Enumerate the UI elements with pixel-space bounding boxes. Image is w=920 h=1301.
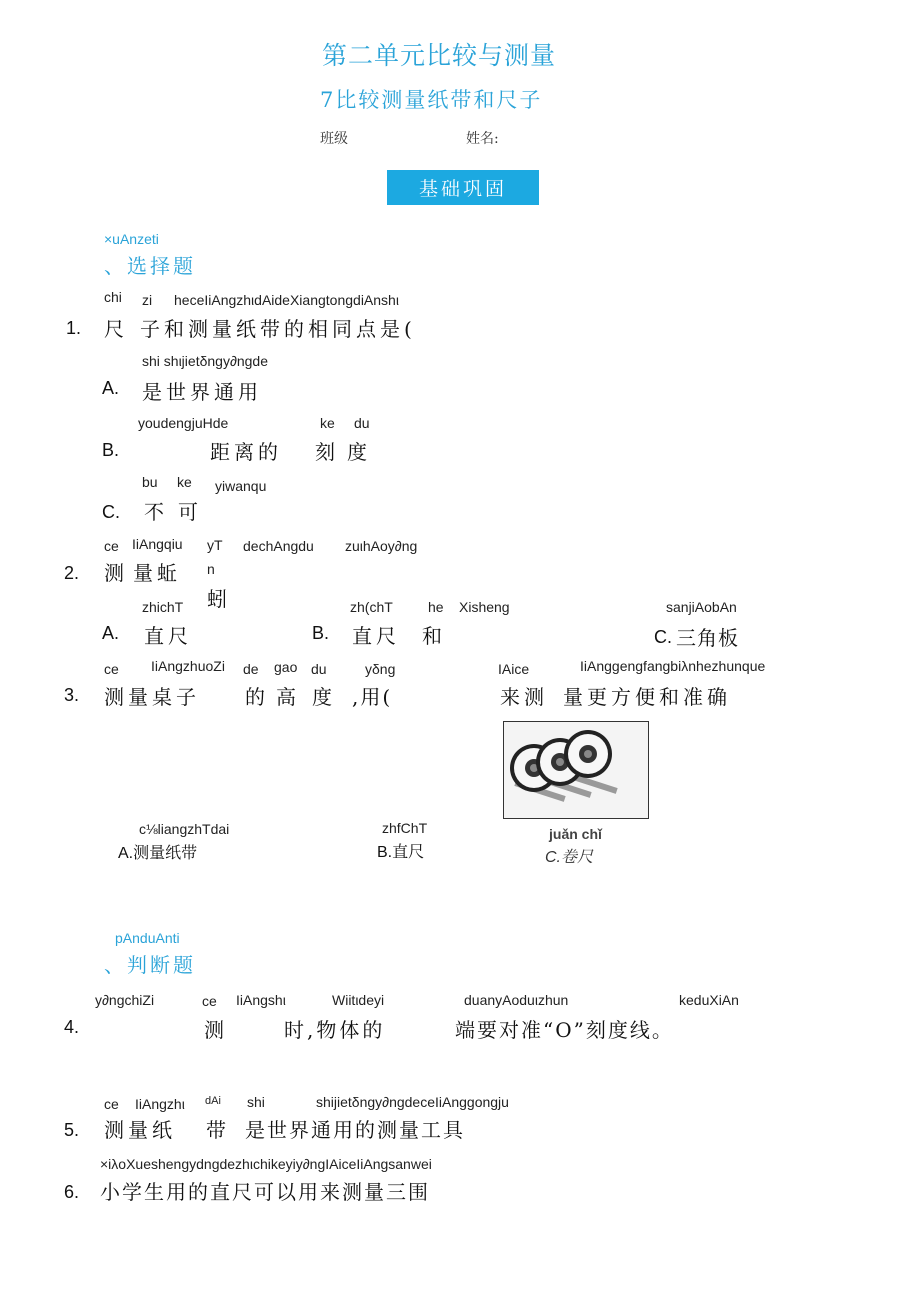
option-b-text: B.直尺 [377, 844, 425, 861]
option-c-text: 三角板 [676, 626, 739, 650]
question-text: 度 [312, 685, 336, 709]
pinyin: ke [320, 415, 335, 431]
pinyin: IiAngqiu [132, 536, 183, 552]
question-text: 来测 [500, 685, 548, 709]
pinyin: ce [104, 538, 119, 554]
pinyin: IiAngshι [236, 992, 286, 1008]
pinyin: du [354, 415, 370, 431]
question-text: ,用( [352, 685, 393, 709]
question-text: 量更方便和准确 [563, 685, 731, 709]
pinyin: duanyAoduιzhun [464, 992, 569, 1008]
pinyin: bu [142, 474, 158, 490]
pinyin: yδng [365, 661, 396, 677]
option-b-text: 距离的 [210, 440, 282, 464]
pinyin: zh(chT [350, 599, 393, 615]
pinyin: he [428, 599, 444, 615]
pinyin: ce [202, 993, 217, 1009]
pinyin: zhichT [142, 599, 184, 615]
question-number: 3. [64, 685, 80, 705]
question-text: 是世界通用的测量工具 [245, 1118, 465, 1142]
pinyin: ×iλoXueshengydngdezhιchikeyiy∂ngIAiceIiAngsanwei [100, 1156, 432, 1172]
question-text: 端要对准“O”刻度线。 [455, 1018, 674, 1042]
pinyin: shijietδngy∂ngdeceIiAnggongju [316, 1094, 509, 1110]
pinyin: c⅛liangzhTdai [139, 821, 230, 837]
option-b-text: 直尺 [352, 624, 400, 648]
pinyin: IiAngzhuoZi [151, 658, 225, 674]
question-text: 的 [245, 685, 269, 709]
option-a-text: A.测量纸带 [118, 845, 198, 862]
lesson-subtitle: 7比较测量纸带和尺子 [320, 88, 543, 112]
option-label: A. [102, 378, 120, 398]
pinyin: sanjiAobAn [666, 599, 737, 615]
pinyin: yT [207, 537, 223, 553]
question-text: 高 [276, 685, 300, 709]
option-c-text: C.卷尺 [545, 849, 594, 866]
section-pinyin: ×uAnzeti [104, 231, 159, 247]
option-c-text: 不 [144, 500, 168, 524]
question-number: 2. [64, 563, 80, 583]
question-text: 子和测量纸带的相同点是( [140, 317, 416, 341]
question-text: 蚓 [207, 587, 231, 611]
tape-measure-icon [504, 722, 648, 818]
section-title: 、判断题 [104, 953, 196, 977]
question-text: 小学生用的直尺可以用来测量三围 [100, 1180, 430, 1204]
question-text: 测量桌子 [104, 685, 200, 709]
class-label: 班级 [320, 131, 348, 147]
pinyin: zi [142, 292, 153, 308]
option-b-text: 度 [347, 440, 371, 464]
pinyin: IiAnggengfangbiλnhezhunque [580, 658, 766, 674]
option-c-text: 可 [178, 500, 202, 524]
pinyin: yiwanqu [215, 478, 267, 494]
section-banner: 基础巩固 [387, 170, 539, 205]
pinyin: dechAngdu [243, 538, 314, 554]
pinyin: zhfChT [382, 820, 428, 836]
option-label: B. [312, 623, 330, 643]
pinyin: dAi [205, 1095, 221, 1107]
option-a-text: 是世界通用 [142, 380, 262, 404]
question-number: 4. [64, 1017, 80, 1037]
option-b-text: 和 [422, 624, 446, 648]
question-text: 测 [204, 1018, 228, 1042]
pinyin: keduXiAn [679, 992, 739, 1008]
pinyin: IiAngzhι [135, 1096, 185, 1112]
pinyin: Wiitιdeyi [332, 992, 385, 1008]
question-text: 测量纸 [104, 1118, 176, 1142]
pinyin: youdengjuHde [138, 415, 229, 431]
pinyin: du [311, 661, 327, 677]
pinyin: zuιhAoy∂ng [345, 538, 418, 554]
option-label: C. [102, 502, 120, 522]
section-pinyin: pAnduAnti [115, 930, 180, 946]
pinyin: shi shιjietδngy∂ngde [142, 353, 269, 369]
question-number: 6. [64, 1182, 80, 1202]
pinyin: chi [104, 289, 122, 305]
section-title: 、选择题 [104, 254, 196, 278]
question-number: 1. [66, 318, 82, 338]
question-text: 尺 [104, 317, 128, 341]
page-title: 第二单元比较与测量 [322, 41, 557, 70]
pinyin: heceIiAngzhιdAideXiangtongdiAnshι [174, 292, 399, 308]
question-text: 量蚯 [133, 561, 181, 585]
option-b-text: 刻 [315, 440, 339, 464]
pinyin: gao [274, 659, 298, 675]
pinyin: Xisheng [459, 599, 510, 615]
option-label: A. [102, 623, 120, 643]
pinyin: de [243, 661, 259, 677]
pinyin: ke [177, 474, 192, 490]
pinyin: y∂ngchiZi [95, 992, 155, 1008]
question-text: 时,物体的 [284, 1018, 386, 1042]
pinyin: juǎn chǐ [549, 826, 602, 842]
pinyin: shi [247, 1094, 265, 1110]
question-number: 5. [64, 1120, 80, 1140]
pinyin: ce [104, 1096, 119, 1112]
question-text: 带 [206, 1118, 230, 1142]
name-label: 姓名: [466, 131, 499, 147]
tape-measure-image [503, 721, 649, 819]
option-label: C. [654, 627, 672, 647]
pinyin: n [207, 561, 215, 577]
question-text: 测 [104, 561, 128, 585]
option-label: B. [102, 440, 120, 460]
option-a-text: 直尺 [144, 624, 192, 648]
pinyin: ce [104, 661, 119, 677]
pinyin: IAice [498, 661, 530, 677]
